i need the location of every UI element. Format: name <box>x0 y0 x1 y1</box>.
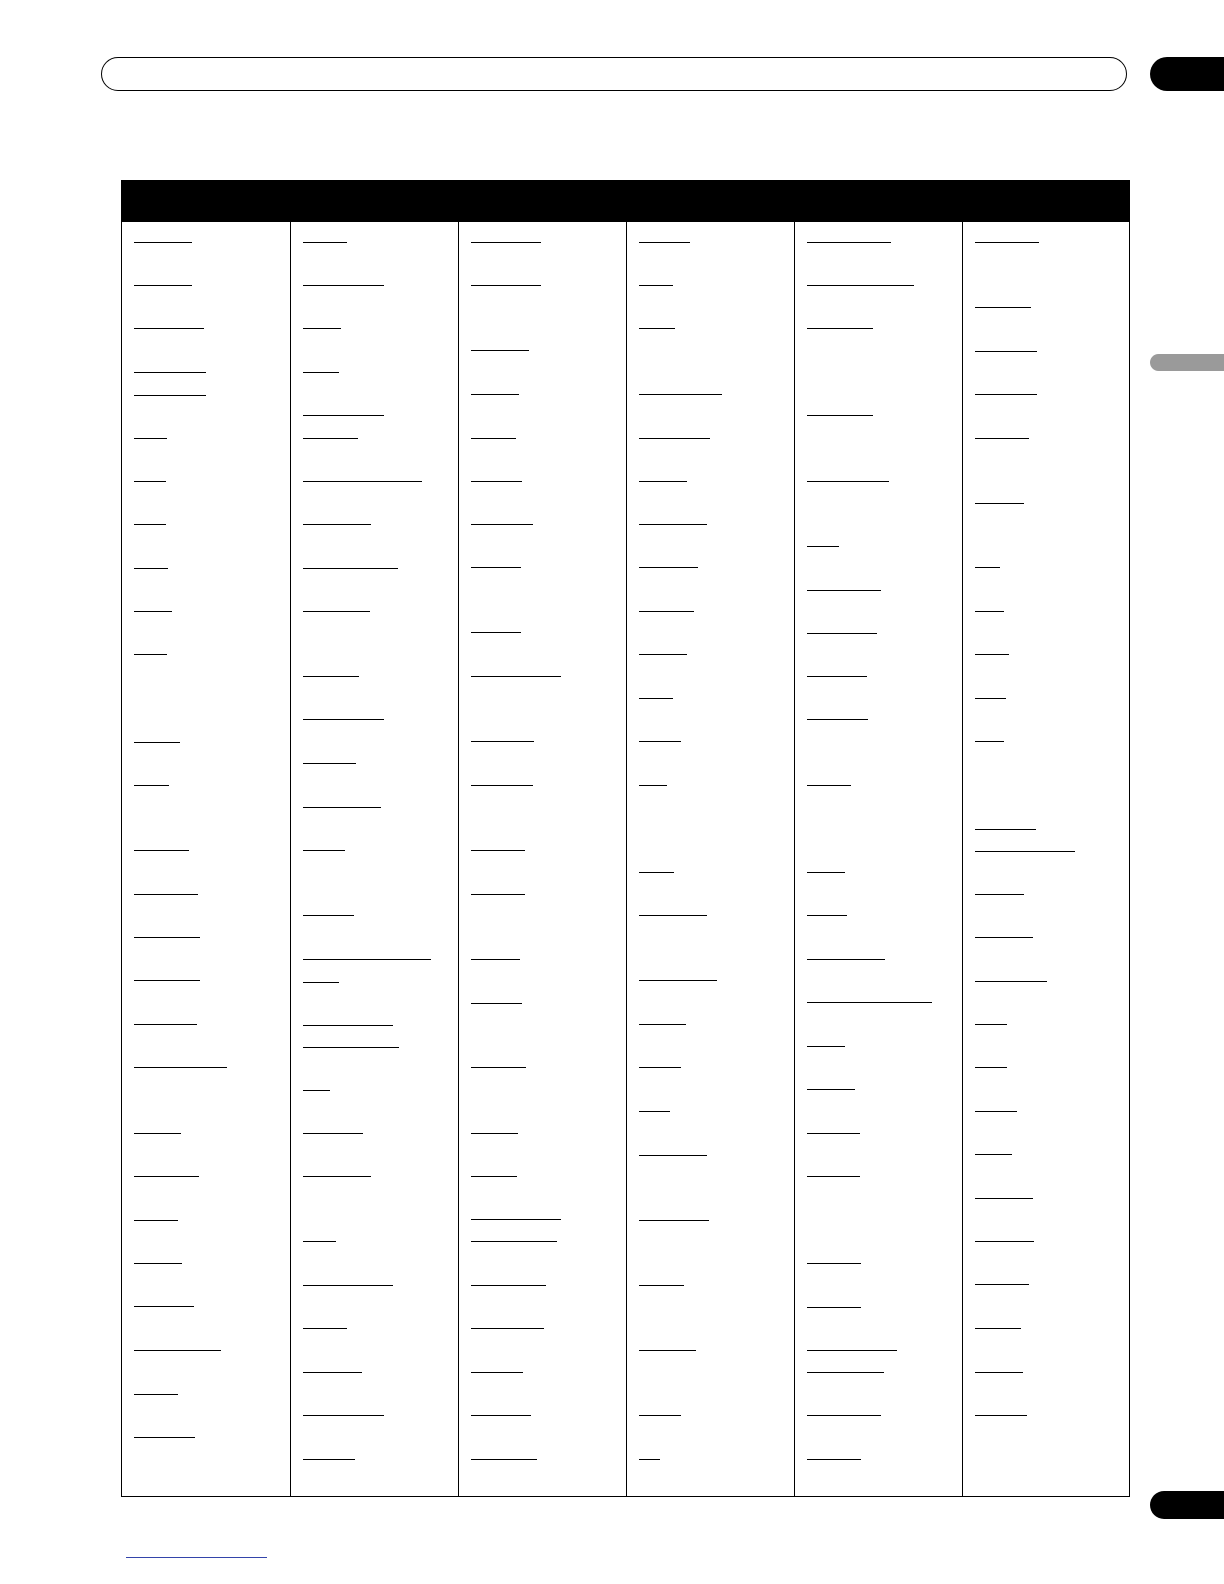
code-entry-line <box>471 1219 561 1221</box>
code-entry-line <box>134 395 206 397</box>
code-entry-line <box>639 328 675 330</box>
code-entry-line <box>639 567 698 569</box>
code-entry-line <box>134 1350 221 1352</box>
code-entry-line <box>134 1220 178 1222</box>
code-entry-line <box>807 1046 845 1048</box>
code-entry-line <box>134 611 172 613</box>
page-number-tab <box>1150 1491 1224 1519</box>
table-header <box>122 181 1129 222</box>
code-entry-line <box>807 1002 932 1004</box>
code-entry-line <box>471 1328 544 1330</box>
code-entry-line <box>975 307 1031 309</box>
code-entry-line <box>975 981 1047 983</box>
chapter-tab <box>1150 57 1224 91</box>
code-entry-line <box>639 394 722 396</box>
code-entry-line <box>303 1415 384 1417</box>
code-entry-line <box>134 654 167 656</box>
code-entry-line <box>639 785 667 787</box>
code-entry-line <box>807 590 881 592</box>
code-entry-line <box>639 1415 681 1417</box>
code-entry-line <box>303 415 384 417</box>
code-entry-line <box>807 1307 861 1309</box>
code-entry-line <box>471 850 525 852</box>
code-entry-line <box>471 438 516 440</box>
code-entry-line <box>303 1047 399 1049</box>
header-title-bar <box>101 57 1127 91</box>
code-entry-line <box>975 1111 1017 1113</box>
code-entry-line <box>134 242 192 244</box>
code-entry-line <box>134 894 198 896</box>
code-entry-line <box>303 285 384 287</box>
code-entry-line <box>471 894 525 896</box>
code-entry-line <box>303 1241 336 1243</box>
code-entry-line <box>303 328 341 330</box>
footer-link[interactable] <box>126 1557 267 1558</box>
code-column-3 <box>458 222 626 1496</box>
code-entry-line <box>134 1394 178 1396</box>
code-entry-line <box>807 1133 860 1135</box>
code-entry-line <box>975 894 1024 896</box>
code-entry-line <box>807 785 851 787</box>
code-column-2 <box>290 222 458 1496</box>
code-entry-line <box>975 567 1000 569</box>
code-entry-line <box>471 632 521 634</box>
code-entry-line <box>975 851 1075 853</box>
code-entry-line <box>303 763 356 765</box>
section-tab <box>1150 354 1224 371</box>
code-entry-line <box>134 1133 181 1135</box>
code-entry-line <box>134 785 169 787</box>
code-entry-line <box>471 242 541 244</box>
code-entry-line <box>303 242 347 244</box>
code-entry-line <box>134 742 180 744</box>
code-entry-line <box>303 915 354 917</box>
code-entry-line <box>975 1198 1033 1200</box>
code-column-4 <box>626 222 794 1496</box>
code-entry-line <box>975 503 1024 505</box>
code-entry-line <box>807 915 847 917</box>
code-entry-line <box>471 959 520 961</box>
code-entry-line <box>975 438 1029 440</box>
code-entry-line <box>303 1025 393 1027</box>
code-table <box>121 180 1130 1497</box>
code-entry-line <box>471 741 534 743</box>
code-entry-line <box>639 1155 707 1157</box>
code-entry-line <box>471 785 533 787</box>
code-entry-line <box>134 1176 199 1178</box>
code-entry-line <box>471 524 533 526</box>
code-column-5 <box>794 222 962 1496</box>
code-entry-line <box>303 1090 330 1092</box>
code-entry-line <box>807 415 873 417</box>
code-entry-line <box>807 328 873 330</box>
code-entry-line <box>303 438 358 440</box>
code-entry-line <box>807 1415 881 1417</box>
code-entry-line <box>134 372 206 374</box>
code-entry-line <box>639 980 717 982</box>
code-entry-line <box>639 1111 670 1113</box>
code-entry-line <box>303 807 381 809</box>
code-entry-line <box>303 1328 347 1330</box>
code-entry-line <box>975 1328 1021 1330</box>
code-entry-line <box>471 481 522 483</box>
code-entry-line <box>303 1372 362 1374</box>
code-entry-line <box>134 1024 197 1026</box>
code-entry-line <box>807 242 891 244</box>
code-entry-line <box>134 568 168 570</box>
code-entry-line <box>639 285 673 287</box>
code-entry-line <box>303 611 370 613</box>
code-entry-line <box>134 524 166 526</box>
code-entry-line <box>134 850 189 852</box>
code-entry-line <box>975 1415 1027 1417</box>
code-entry-line <box>807 872 845 874</box>
code-entry-line <box>639 524 707 526</box>
code-entry-line <box>471 1067 526 1069</box>
code-entry-line <box>471 1459 537 1461</box>
code-entry-line <box>639 438 710 440</box>
code-entry-line <box>134 438 167 440</box>
code-entry-line <box>807 1350 897 1352</box>
code-entry-line <box>975 654 1009 656</box>
code-column-1 <box>122 222 290 1496</box>
code-entry-line <box>975 394 1037 396</box>
code-entry-line <box>303 524 371 526</box>
code-entry-line <box>134 1306 194 1308</box>
code-entry-line <box>975 1154 1012 1156</box>
code-entry-line <box>807 1372 884 1374</box>
code-entry-line <box>134 1067 227 1069</box>
code-entry-line <box>975 1372 1023 1374</box>
code-entry-line <box>134 1437 195 1439</box>
code-entry-line <box>639 915 707 917</box>
code-entry-line <box>471 567 521 569</box>
code-entry-line <box>807 676 867 678</box>
code-entry-line <box>471 285 541 287</box>
code-entry-line <box>471 676 561 678</box>
code-entry-line <box>303 372 339 374</box>
code-entry-line <box>471 1176 517 1178</box>
code-entry-line <box>975 741 1004 743</box>
code-entry-line <box>471 1003 522 1005</box>
code-entry-line <box>639 872 674 874</box>
code-entry-line <box>303 481 422 483</box>
code-entry-line <box>975 1067 1007 1069</box>
code-entry-line <box>639 1459 660 1461</box>
code-entry-line <box>975 242 1039 244</box>
code-entry-line <box>639 1285 684 1287</box>
code-entry-line <box>639 242 690 244</box>
code-entry-line <box>639 741 681 743</box>
code-entry-line <box>639 654 687 656</box>
code-entry-line <box>303 850 345 852</box>
code-entry-line <box>807 285 914 287</box>
code-entry-line <box>639 1220 709 1222</box>
code-entry-line <box>471 394 519 396</box>
code-entry-line <box>807 1459 861 1461</box>
code-entry-line <box>975 1241 1034 1243</box>
code-entry-line <box>975 351 1037 353</box>
code-entry-line <box>975 698 1006 700</box>
code-entry-line <box>471 1285 546 1287</box>
code-entry-line <box>807 481 889 483</box>
code-entry-line <box>471 350 529 352</box>
code-entry-line <box>807 1089 855 1091</box>
code-entry-line <box>639 481 687 483</box>
code-entry-line <box>975 611 1004 613</box>
code-entry-line <box>303 676 359 678</box>
code-entry-line <box>471 1372 523 1374</box>
code-entry-line <box>303 719 384 721</box>
code-entry-line <box>303 982 339 984</box>
code-entry-line <box>639 1067 681 1069</box>
code-entry-line <box>303 1285 393 1287</box>
code-entry-line <box>807 633 877 635</box>
code-entry-line <box>975 1284 1029 1286</box>
code-entry-line <box>471 1241 557 1243</box>
code-entry-line <box>134 937 200 939</box>
code-entry-line <box>134 1263 182 1265</box>
code-entry-line <box>303 1176 371 1178</box>
code-entry-line <box>134 285 192 287</box>
code-entry-line <box>303 1133 363 1135</box>
code-column-6 <box>962 222 1130 1496</box>
code-entry-line <box>639 698 673 700</box>
code-entry-line <box>303 959 431 961</box>
code-entry-line <box>134 481 166 483</box>
code-entry-line <box>471 1415 531 1417</box>
code-entry-line <box>471 1133 518 1135</box>
code-entry-line <box>975 1024 1007 1026</box>
code-entry-line <box>807 959 885 961</box>
code-entry-line <box>134 328 204 330</box>
code-entry-line <box>807 1263 861 1265</box>
code-entry-line <box>975 829 1036 831</box>
code-entry-line <box>639 1024 686 1026</box>
code-entry-line <box>807 546 839 548</box>
code-entry-line <box>303 568 398 570</box>
code-entry-line <box>134 980 200 982</box>
code-entry-line <box>303 1459 355 1461</box>
code-entry-line <box>807 1176 860 1178</box>
code-entry-line <box>807 719 868 721</box>
code-entry-line <box>975 937 1033 939</box>
code-entry-line <box>639 611 694 613</box>
code-entry-line <box>639 1350 696 1352</box>
